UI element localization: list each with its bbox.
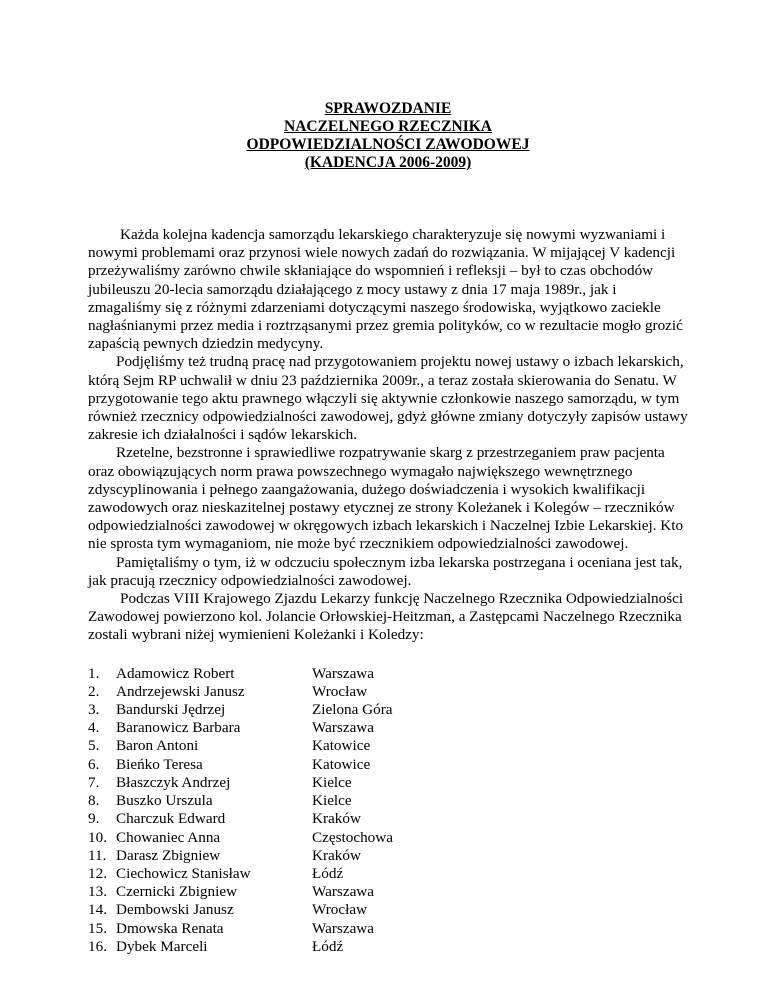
list-item — [88, 737, 688, 755]
paragraph-5: Podczas VIII Krajowego Zjazdu Lekarzy funkcję Naczelnego Rzecznika Odpowiedzialności Zawodowej powierzono kol. Jolancie Orłowskiej-Heitzman, a Zastępcami Naczelnego Rzecznika zostali wybrani niżej wymienieni Koleżanki i Koledzy: — [88, 590, 684, 644]
deputy-name: Dmowska Renata — [116, 919, 224, 937]
deputy-city: Wrocław — [312, 682, 368, 700]
list-item — [88, 719, 688, 737]
title-line-1: SPRAWOZDANIE — [324, 100, 452, 117]
list-item-number: 2. — [88, 682, 100, 700]
list-item-number: 9. — [88, 810, 100, 828]
list-item — [88, 792, 688, 810]
list-item — [88, 883, 688, 901]
list-item — [88, 774, 688, 792]
paragraph-4: Pamiętaliśmy o tym, iż w odczuciu społecznym izba lekarska postrzegana i oceniana jest tak, jak pracują rzecznicy odpowiedzialności zawodowej. — [88, 553, 683, 589]
deputy-name: Darasz Zbigniew — [116, 846, 221, 864]
deputy-name: Chowaniec Anna — [116, 828, 221, 846]
document-title — [88, 100, 688, 172]
deputy-city: Kielce — [312, 773, 352, 791]
list-item-number: 7. — [88, 773, 100, 791]
deputy-city: Wrocław — [312, 901, 368, 919]
deputy-name: Charczuk Edward — [116, 810, 226, 828]
report-body — [88, 226, 688, 645]
list-item-number: 1. — [88, 664, 100, 682]
list-item-number: 13. — [88, 883, 107, 901]
deputy-city: Kraków — [312, 846, 361, 864]
list-item — [88, 683, 688, 701]
list-item-number: 10. — [88, 828, 107, 846]
list-item — [88, 920, 688, 938]
deputy-city: Kielce — [312, 792, 352, 810]
list-item — [88, 847, 688, 865]
list-item-number: 6. — [88, 755, 100, 773]
deputy-name: Adamowicz Robert — [116, 664, 235, 682]
list-item-number: 8. — [88, 792, 100, 810]
deputy-city: Kraków — [312, 810, 361, 828]
deputy-name: Bieńko Teresa — [116, 755, 203, 773]
list-item — [88, 756, 688, 774]
list-item-number: 11. — [88, 846, 107, 864]
deputy-city: Łódź — [312, 864, 344, 882]
list-item — [88, 938, 688, 956]
deputy-city: Katowice — [312, 755, 371, 773]
deputy-name: Baranowicz Barbara — [116, 719, 241, 737]
title-line-3: ODPOWIEDZIALNOŚCI ZAWODOWEJ — [246, 136, 530, 153]
list-item — [88, 810, 688, 828]
list-item-number: 3. — [88, 701, 100, 719]
document-page — [88, 100, 688, 956]
deputy-name: Baron Antoni — [116, 737, 199, 755]
deputy-name: Andrzejewski Janusz — [116, 682, 245, 700]
list-item — [88, 665, 688, 683]
deputy-city: Zielona Góra — [312, 701, 393, 719]
deputy-city: Częstochowa — [312, 828, 393, 846]
deputy-name: Ciechowicz Stanisław — [116, 864, 251, 882]
title-line-2: NACZELNEGO RZECZNIKA — [284, 118, 492, 135]
list-item-number: 5. — [88, 737, 100, 755]
deputy-name: Buszko Urszula — [116, 792, 213, 810]
paragraph-3: Rzetelne, bezstronne i sprawiedliwe rozpatrywanie skarg z przestrzeganiem praw pacjenta oraz obowiązujących norm prawa powszechnego wymagało największego wewnętrznego zdyscyplinowania i pełnego zaangażowania, dużego doświadczenia i wysokich kwalifikacji zawodowych oraz nieskazitelnej postawy etycznej ze strony Koleżanek i Kolegów – rzeczników odpowiedzialności zawodowej w okręgowych izbach lekarskich i Naczelnej Izbie Lekarskiej. Kto nie sprosta tym wymaganiom, nie może być rzecznikiem odpowiedzialności zawodowej. — [88, 444, 684, 553]
deputy-city: Łódź — [312, 937, 344, 955]
list-item — [88, 701, 688, 719]
deputy-city: Warszawa — [312, 664, 375, 682]
deputy-name: Czernicki Zbigniew — [116, 883, 238, 901]
deputy-name: Dembowski Janusz — [116, 901, 234, 919]
paragraph-2: Podjęliśmy też trudną pracę nad przygotowaniem projektu nowej ustawy o izbach lekarskich, którą Sejm RP uchwalił w dniu 23 października 2009r., a teraz została skierowania do Senatu. W przygotowanie tego aktu prawnego włączyli się aktywnie członkowie naszego samorządu, w tym również rzecznicy odpowiedzialności zawodowej, gdyż główne zmiany dotyczyły zapisów ustawy zakresie ich działalności i sądów lekarskich. — [88, 353, 688, 444]
deputy-city: Katowice — [312, 737, 371, 755]
deputy-city: Warszawa — [312, 919, 375, 937]
deputy-city: Warszawa — [312, 883, 375, 901]
list-item-number: 12. — [88, 864, 107, 882]
deputy-name: Bandurski Jędrzej — [116, 701, 226, 719]
list-item — [88, 901, 688, 919]
paragraph-1: Każda kolejna kadencja samorządu lekarskiego charakteryzuje się nowymi wyzwaniami i nowymi problemami oraz przynosi wiele nowych zadań do rozwiązania. W mijającej V kadencji przeżywaliśmy zarówno chwile skłaniające do wspomnień i refleksji – był to czas obchodów jubileuszu 20-lecia samorządu działającego z mocy ustawy z dnia 17 maja 1989r., jak i zmagaliśmy się z różnymi zdarzeniami dotyczącymi naszego środowiska, wyjątkowo zaciekle nagłaśnianymi przez media i roztrząsanymi przez gremia polityków, co w rezultacie mogło grozić zapaścią pewnych dziedzin medycyny. — [88, 226, 683, 353]
deputy-city: Warszawa — [312, 719, 375, 737]
list-item-number: 16. — [88, 937, 107, 955]
list-item — [88, 865, 688, 883]
list-item — [88, 829, 688, 847]
title-line-4: (KADENCJA 2006-2009) — [304, 154, 472, 171]
list-item-number: 15. — [88, 919, 107, 937]
list-item-number: 4. — [88, 719, 100, 737]
deputy-name: Błaszczyk Andrzej — [116, 773, 231, 791]
deputy-list — [88, 665, 688, 956]
list-item-number: 14. — [88, 901, 107, 919]
deputy-name: Dybek Marceli — [116, 937, 208, 955]
